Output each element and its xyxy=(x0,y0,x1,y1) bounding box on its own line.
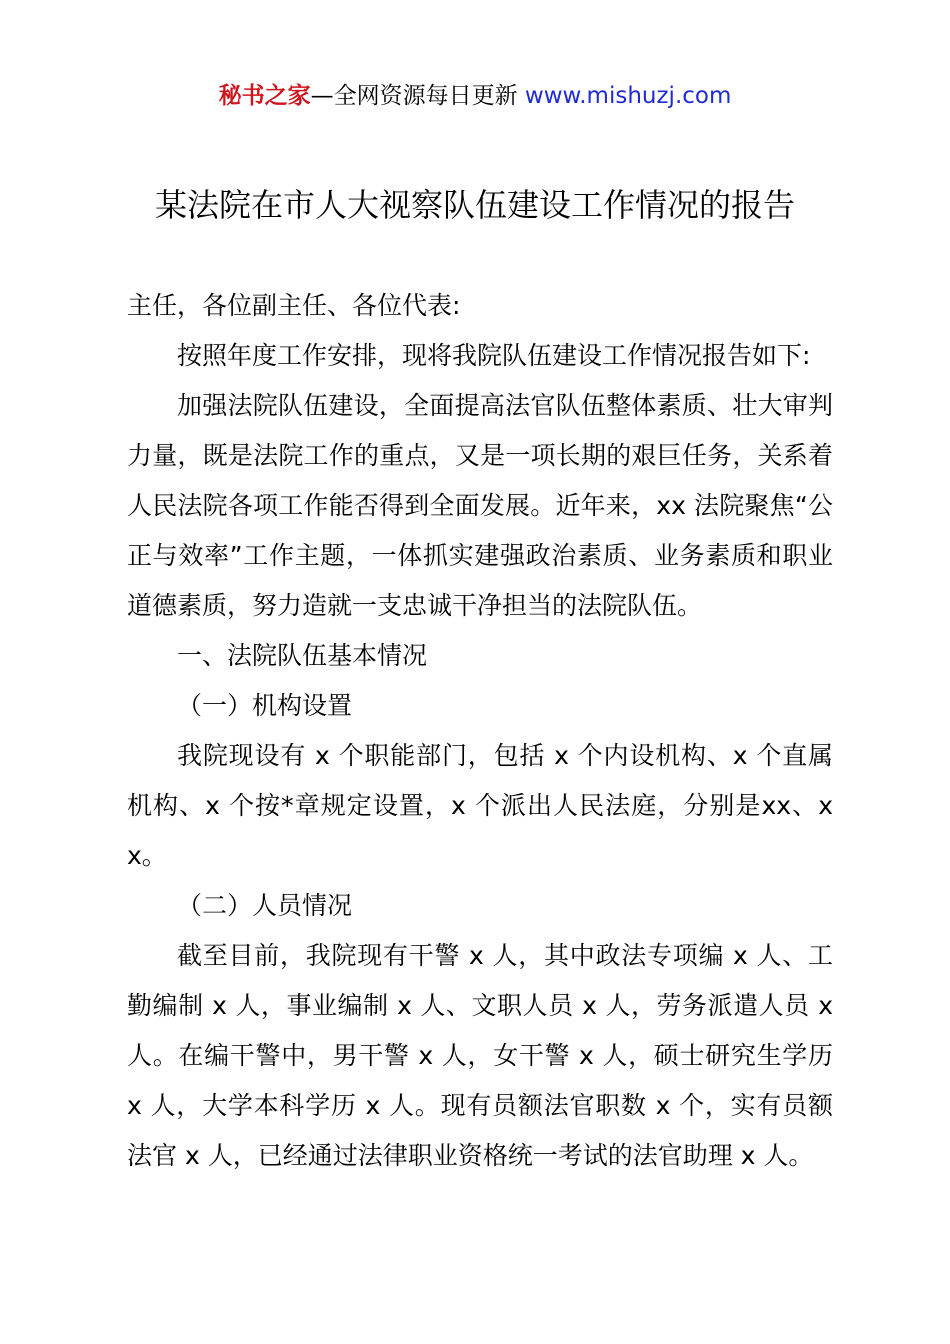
subsection-heading-org: （一）机构设置 xyxy=(177,691,353,720)
header-tagline: —全网资源每日更新 xyxy=(310,83,525,109)
document-title: 某法院在市人大视察队伍建设工作情况的报告 xyxy=(154,186,795,224)
paragraph-intro: 按照年度工作安排，现将我院队伍建设工作情况报告如下: xyxy=(177,341,811,370)
paragraph-staff: 截至目前，我院现有干警 x 人，其中政法专项编 x 人、工勤编制 x 人，事业编制 x 人、文职人员 x 人，劳务派遣人员 x人。在编干警中，男干警 x 人，女干警 x 人，硕士研究生学历 x 人，大学本科学历 x 人。现有员额法官职数 x 个，实有员额法官 x 人，已经通过法律职业资格统一考试的法官助理 x 人。 xyxy=(127,941,833,1170)
watermark-header xyxy=(0,80,950,112)
salutation: 主任，各位副主任、各位代表: xyxy=(127,291,461,320)
section-heading-1: 一、法院队伍基本情况 xyxy=(177,641,428,670)
brand-name: 秘书之家 xyxy=(218,83,311,109)
paragraph-org: 我院现设有 x 个职能部门，包括 x 个内设机构、x 个直属机构、x 个按*章规定设置，x 个派出人民法庭，分别是xx、xx。 xyxy=(127,741,833,870)
paragraph-overview: 加强法院队伍建设，全面提高法官队伍整体素质、壮大审判力量，既是法院工作的重点，又是一项长期的艰巨任务，关系着人民法院各项工作能否得到全面发展。近年来，xx 法院聚焦“公正与效率”工作主题，一体抓实建强政治素质、业务素质和职业道德素质，努力造就一支忠诚干净担当的法院队伍。 xyxy=(127,391,833,620)
subsection-heading-staff: （二）人员情况 xyxy=(177,891,353,920)
site-url[interactable]: www.mishuzj.com xyxy=(524,83,732,109)
document-body xyxy=(127,281,833,1181)
